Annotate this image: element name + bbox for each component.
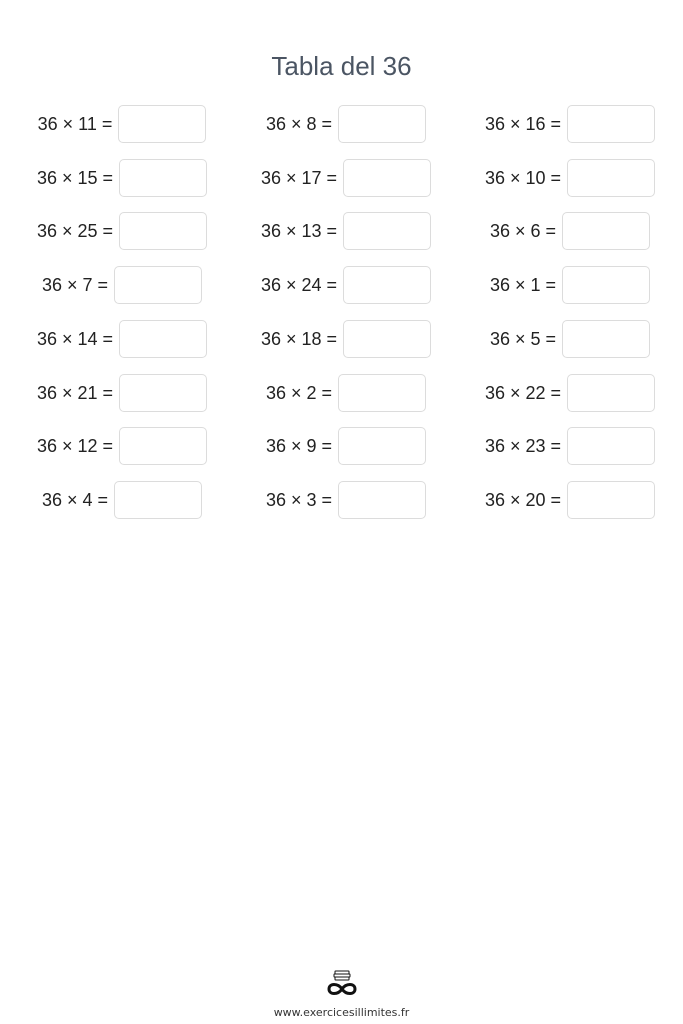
exercise-item [234,211,458,251]
exercise-item [234,158,458,198]
exercise-row [0,265,683,305]
exercise-item [10,265,234,305]
exercise-row [0,158,683,198]
multiplication-expression: 36 × 14 = [36,328,114,349]
exercise-item [10,104,234,144]
multiplication-expression: 36 × 6 = [489,220,557,241]
multiplication-expression: 36 × 4 = [41,489,109,510]
multiplication-expression: 36 × 15 = [36,167,114,188]
exercise-item [234,373,458,413]
answer-input[interactable] [343,159,431,197]
answer-input[interactable] [567,105,655,143]
multiplication-expression: 36 × 24 = [260,274,338,295]
answer-input[interactable] [567,481,655,519]
exercise-item [234,265,458,305]
exercise-item [234,426,458,466]
exercise-item [458,426,682,466]
site-url: www.exercicesillimites.fr [273,1006,410,1019]
exercise-item [458,158,682,198]
exercise-row [0,480,683,520]
multiplication-expression: 36 × 20 = [484,489,562,510]
exercise-item [10,426,234,466]
multiplication-expression: 36 × 22 = [484,382,562,403]
multiplication-expression: 36 × 12 = [36,435,114,456]
multiplication-expression: 36 × 18 = [260,328,338,349]
exercise-row [0,104,683,144]
answer-input[interactable] [562,212,650,250]
multiplication-expression: 36 × 7 = [41,274,109,295]
exercise-item [234,104,458,144]
exercise-row [0,426,683,466]
exercise-item [458,373,682,413]
exercise-item [234,480,458,520]
answer-input[interactable] [562,266,650,304]
multiplication-expression: 36 × 8 = [265,113,333,134]
multiplication-expression: 36 × 25 = [36,220,114,241]
answer-input[interactable] [338,481,426,519]
answer-input[interactable] [567,374,655,412]
multiplication-expression: 36 × 3 = [265,489,333,510]
infinity-books-logo-icon [325,968,359,998]
multiplication-expression: 36 × 10 = [484,167,562,188]
answer-input[interactable] [119,374,207,412]
exercise-item [10,211,234,251]
answer-input[interactable] [114,481,202,519]
exercise-item [458,480,682,520]
answer-input[interactable] [343,212,431,250]
answer-input[interactable] [119,159,207,197]
answer-input[interactable] [118,105,206,143]
exercise-item [458,319,682,359]
multiplication-expression: 36 × 9 = [265,435,333,456]
exercise-item [10,158,234,198]
exercise-item [458,211,682,251]
answer-input[interactable] [119,427,207,465]
answer-input[interactable] [338,105,426,143]
exercise-row [0,211,683,251]
exercise-item [10,480,234,520]
multiplication-expression: 36 × 11 = [37,113,113,134]
exercise-item [10,373,234,413]
answer-input[interactable] [562,320,650,358]
answer-input[interactable] [119,212,207,250]
multiplication-expression: 36 × 16 = [484,113,562,134]
multiplication-expression: 36 × 1 = [489,274,557,295]
answer-input[interactable] [338,427,426,465]
multiplication-expression: 36 × 21 = [36,382,114,403]
answer-input[interactable] [567,427,655,465]
multiplication-expression: 36 × 13 = [260,220,338,241]
multiplication-expression: 36 × 5 = [489,328,557,349]
answer-input[interactable] [343,266,431,304]
exercise-row [0,319,683,359]
answer-input[interactable] [114,266,202,304]
footer [0,968,683,1019]
exercise-item [10,319,234,359]
answer-input[interactable] [567,159,655,197]
exercise-item [458,265,682,305]
answer-input[interactable] [338,374,426,412]
answer-input[interactable] [343,320,431,358]
exercise-row [0,373,683,413]
exercise-item [458,104,682,144]
multiplication-expression: 36 × 17 = [260,167,338,188]
answer-input[interactable] [119,320,207,358]
exercise-item [234,319,458,359]
multiplication-expression: 36 × 23 = [484,435,562,456]
page-title: Tabla del 36 [271,51,412,82]
multiplication-expression: 36 × 2 = [265,382,333,403]
